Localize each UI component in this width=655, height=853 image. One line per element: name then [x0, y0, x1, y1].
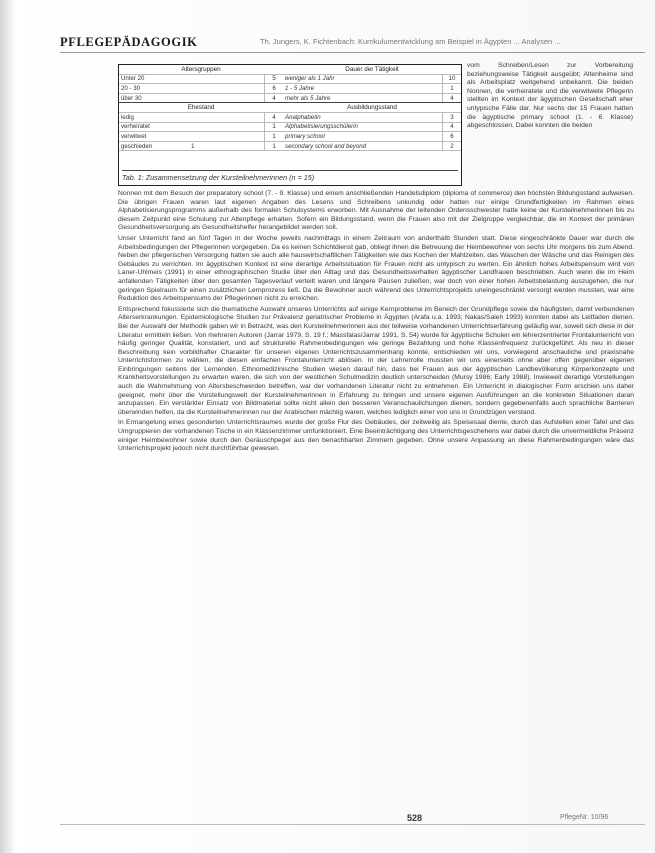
- table-cell: 6: [265, 84, 284, 94]
- table-cell: 10: [443, 74, 462, 84]
- table-cell: 4: [265, 93, 284, 103]
- body-paragraph: Entsprechend fokussierte sich die thematische Auswahl unseres Unterrichts auf einige Kernprobleme im Bereich der Grundpflege sowie die häufigsten, damit verbundenen Alterserkrankungen. Epidemiologische Studien zur Prävalenz geriatrischer Probleme in Ägypten (Arafa u.a. 1993; Nakas/Saleh 1993) konnten dabei als Leitfaden dienen. Bei der Auswahl der Methodik gaben wir in Betracht, was den Kursteilnehmerinnen aus der teilweise vorhandenen Unterrichtserfahrung geläufig war, soweit sich diese in der Literatur ermitteln ließen. Von mehreren Autoren (Jarrar 1979, S. 19 f.; Massfalas/Jarrar 1991, S. 54) wurde für ägyptische Schulen ein lehrerzentrierter Frontalunterricht von häufig geringer Qualität, konstatiert, und auf strukturelle Rahmenbedingungen wie geringe Bezahlung und hohe Klassenfrequenz zurückgeführt. Als neu in dieser Beschreibung kein vorbildhafter Charakter für unseren eigenen Unterrichtszusammenhang konnte, entschieden wir uns, vorwiegend anschauliche und praxisnahe Unterrichtsformen zu wählen, die diesen einfachen Frontalunterricht ablösen. In der Lehrerrolle mussten wir uns einerseits ohne aber offen gegenüber eigenen Einbringungen seitens der Lernenden. Ethnomedizinische Studien wiesen darauf hin, dass bei Frauen aus der ägyptischen Landbevölkerung Körperkonzepte und Krankheitsvorstellungen zu erwarten waren, die sich von der westlichen Schulmedizin deutlich unterscheiden (Mursy 1986; Early 1988). Inwieweit derartige Vorstellungen auch die Wahrnehmung von Altersbeschwerden betreffen, war der vorhandenen Literatur nicht zu entnehmen. Ein Unterricht in dialogischer Form erschien uns daher geeignet, mehr über die Vorstellungswelt der Kursteilnehmerinnen in Erfahrung zu bringen und unsere eigenen Ausführungen an die konkreten Situationen daran anzupassen. Ein verstärkter Einsatz von Bildmaterial sollte nicht allein den besseren Veranschaulichungen dienen, sondern gegebenenfalls auch sprachliche Barrieren überwinden helfen, da die Kursteilnehmerinnen nur der Arabischen mächtig waren, welches lediglich einer von uns in Grundzügen verstand.: [118, 305, 634, 416]
- body-paragraph: In Ermangelung eines gesonderten Unterrichtsraumes wurde der große Flur des Gebäudes, der zeitweilig als Speisesaal diente, durch das Aufstellen einer Tafel und das Umgruppieren der vorhandenen Tische in ein Klassenzimmer umfunktioniert. Eine Beeinträchtigung des Unterrichtsgeschehens war dabei durch die unvermeidliche Präsenz einiger Heimbewohner sowie durch den Geräuschpegel aus den benachbarten Zimmern gegeben. Ohne unsere Anpassung an diese Rahmenbedingungen wäre das Unterrichtsprojekt jedoch nicht durchführbar gewesen.: [118, 419, 634, 453]
- table-heading-row: [119, 103, 461, 113]
- table-heading-age: Altersgruppen: [119, 65, 283, 74]
- table-cell: 1: [265, 141, 284, 151]
- table-cell: primary school: [283, 132, 442, 142]
- table-cell: 20 - 30: [119, 84, 265, 94]
- body-paragraph: Nonnen mit dem Besuch der preparatory school (7. - 9. Klasse) und einem anschließenden Handelsdiplom (diploma of commerce) den höchsten Bildungsstand aufweisen. Die übrigen Frauen waren laut eigenen Angaben des Lesens und Schreibens unkundig oder hatten nur einige Grundfertigkeiten im Rahmen eines Alphabetisierungsprogramms außerhalb des formalen Schulsystems erworben. Mit Ausnahme der leitenden Ordensschwester hatte keine der Kursteilnehmerinnen bis zu diesem Zeitpunkt eine Schulung zur Altenpflege erhalten. Sofern ein Bildungsstand, wenn die Frauen also mit der Zielgruppe vergleichbar, die im Kontext der primären Gesundheitsversorgung als Gesundheitshelfer herangebildet werden soll.: [118, 190, 634, 232]
- table-cell: 4: [443, 93, 462, 103]
- table-cell-extra: 1: [191, 142, 195, 150]
- table-heading-row: [119, 65, 461, 74]
- table-row: [119, 112, 461, 122]
- participants-table-grid: [119, 65, 461, 151]
- table-cell: über 30: [119, 93, 265, 103]
- table-cell: Unter 20: [119, 74, 265, 84]
- table-cell: 1: [265, 122, 284, 132]
- table-cell: ledig: [119, 112, 265, 122]
- right-text-column: [467, 62, 633, 131]
- table-row: [119, 74, 461, 84]
- table-cell: 6: [443, 132, 462, 142]
- table-cell: 1: [265, 132, 284, 142]
- table-heading-education: Ausbildungsstand: [283, 103, 461, 113]
- running-head: Th. Jungers, K. Fichtenbach: Kurrikulumentwicklung am Beispiel in Ägypten ... Analysen ...: [260, 37, 561, 46]
- table-cell: 3: [443, 112, 462, 122]
- table-row: [119, 93, 461, 103]
- right-column-paragraph: vom Schreiben/Lesen zur Vorbereitung beziehungsweise Tätigkeit ausgeübt; Altenheime sind als Arbeitsplatz weitgehend unbekannt. Die beiden Nonnen, die verheiratete und die verwitwete Pflegerin stellten im Kontext der ägyptischen Gesellschaft eher untypische Fälle dar. Nur sechs der 15 Frauen hatten die ägyptische primary school (1. - 6. Klasse) abgeschlossen. Dabei konnten die beiden: [467, 62, 633, 130]
- table-cell: weniger als 1 Jahr: [283, 74, 442, 84]
- table-cell: 1 - 5 Jahre: [283, 84, 442, 94]
- table-row: [119, 141, 461, 151]
- table-cell: 5: [265, 74, 284, 84]
- table-cell: mehr als 5 Jahre: [283, 93, 442, 103]
- table-cell-label: geschieden: [121, 142, 153, 150]
- table-cell: 4: [443, 122, 462, 132]
- table-row: [119, 84, 461, 94]
- table-cell: 2: [443, 141, 462, 151]
- page-header: [60, 34, 645, 53]
- main-text-column: [118, 190, 634, 456]
- table-row: [119, 122, 461, 132]
- scan-edge-shadow: [0, 0, 16, 853]
- body-paragraph: Unser Unterricht fand an fünf Tagen in der Woche jeweils nachmittags in einem Zeitraum von anderthalb Stunden statt. Diese eingeschränkte Dauer war durch die Arbeitsbedingungen der Pflegerinnen vorgegeben. Da es keinen Schichtdienst gab, obliegt ihnen die Betreuung der Heimbewohner von sechs Uhr morgens bis zum Abend. Neben der pflegerischen Versorgung hatten sie auch alle hauswirtschaftlichen Tätigkeiten wie das Kochen der Mahlzeiten, das Waschen der Wäsche und das Reinigen des Gebäudes zu verrichten. Im ägyptischen Kontext ist eine derartige Arbeitssituation für Frauen nicht als untypisch zu werten. Ein ähnlich hohes Arbeitspensum wird von Laner-Uhlmeis (1991) in einer ethnographischen Studie über den Alltag und das Gesundheitsverhalten ägyptischer Landfrauen beschrieben. Auch wenn die im Heim anfallenden Tätigkeiten über den gesamten Tagesverlauf verteilt waren und längere Pausen zuließen, war doch von einer hohen Arbeitsbelastung auszugehen, die nur geringen Spielraum für einen zusätzlichen Lernprozess ließ. Da die Bewohner auch während des Unterrichtsprojekts uneingeschränkt versorgt werden mussten, war eine Reduktion des Arbeitspensums der Pflegerinnen nicht zu erreichen.: [118, 234, 634, 303]
- table-cell: secondary school and beyond: [283, 141, 442, 151]
- table-row: [119, 132, 461, 142]
- issue-label: PflegeNr. 10/96: [560, 814, 609, 821]
- table-cell: Alphabetisierungsschülerin: [283, 122, 442, 132]
- table-cell: 4: [265, 112, 284, 122]
- footer-rule: [60, 824, 645, 825]
- table-cell: verheiratet: [119, 122, 265, 132]
- table-heading-duration: Dauer der Tätigkeit: [283, 65, 461, 74]
- table-cell: [119, 141, 265, 151]
- table-heading-marital: Ehestand: [119, 103, 283, 113]
- table-caption: Tab. 1: Zusammensetzung der Kursteilnehmerinnen (n = 15): [122, 170, 458, 182]
- page-number: 528: [407, 813, 423, 823]
- participants-table: [118, 64, 462, 186]
- table-cell: 1: [443, 84, 462, 94]
- table-cell: verwitwet: [119, 132, 265, 142]
- journal-title: PFLEGEPÄDAGOGIK: [60, 35, 198, 49]
- table-cell: Analphabetin: [283, 112, 442, 122]
